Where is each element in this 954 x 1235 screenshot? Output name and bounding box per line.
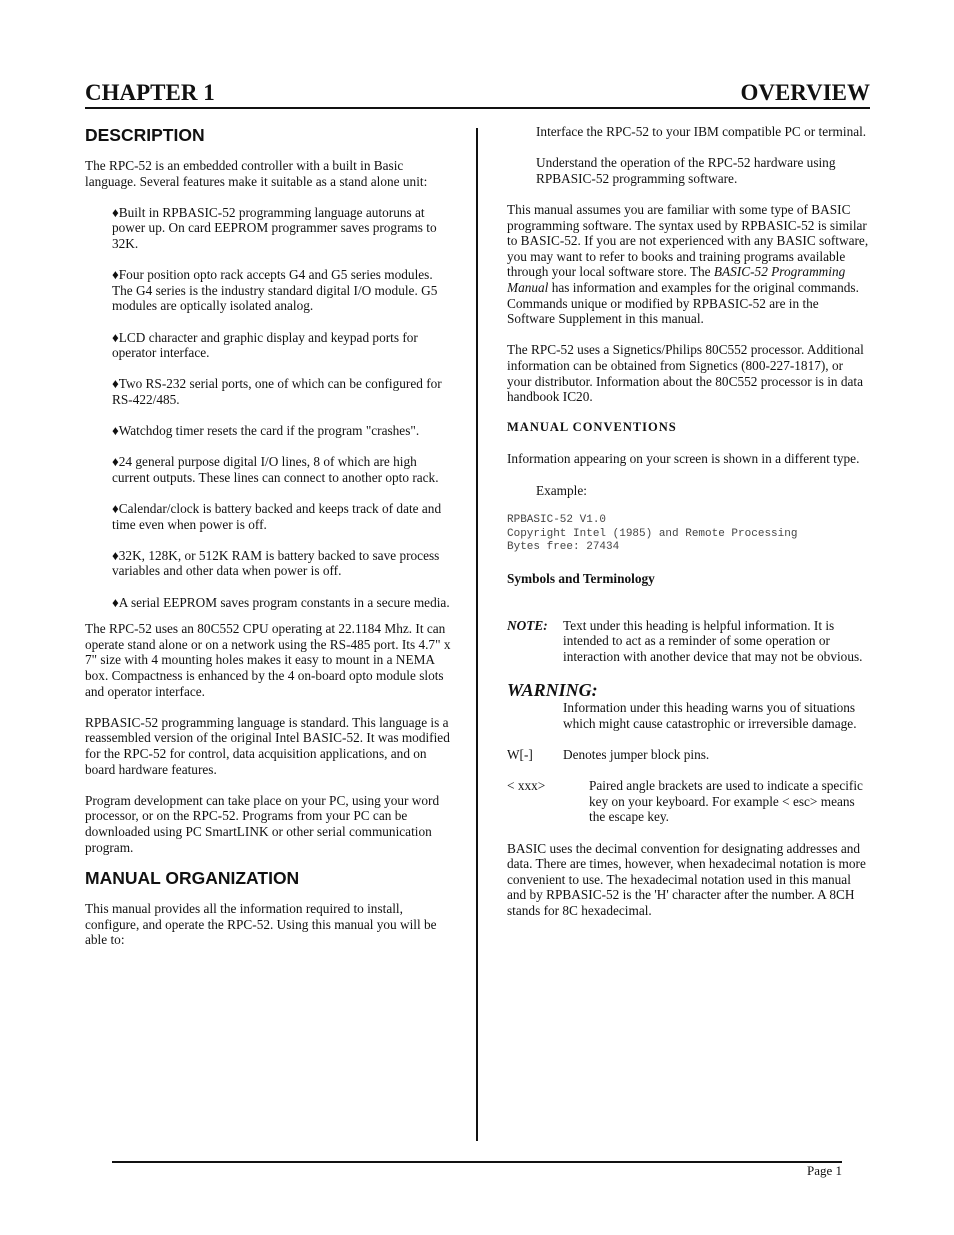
organization-paragraph: This manual provides all the information required to install, configure, and operate the RPC-52. Using this manual you will be able to: — [85, 901, 437, 948]
feature-bullet: ♦Four position opto rack accepts G4 and G5 series modules. The G4 series is the industry standard digital I/O module. G5 modules are optically isolated analog. — [112, 267, 438, 314]
jumper-text: Denotes jumper block pins. — [563, 746, 710, 762]
screen-line: RPBASIC-52 V1.0 — [507, 513, 607, 526]
assumption-paragraph: This manual assumes you are familiar with some type of BASIC programming software. The syntax used by RPBASIC-52 is similar to BASIC-52. If you are not experienced with any BASIC software, you may want to refer to books and training programs available through your local software store. The BASIC-52 Programming Manual has information and examples for the original commands. Commands unique or modified by RPBASIC-52 are in the Software Supplement in this manual. — [507, 201, 869, 327]
conventions-heading: MANUAL CONVENTIONS — [507, 420, 677, 435]
key-text: Paired angle brackets are used to indicate a specific key on your keyboard. For example < esc> means the escape key. — [589, 778, 863, 825]
hex-paragraph: BASIC uses the decimal convention for designating addresses and data. There are times, however, when hexadecimal notation is more convenient to use. The hexadecimal notation used in this manual and by RPBASIC-52 is the 'H' character after the number. A 8CH stands for 8C hexadecimal. — [507, 840, 866, 918]
screen-example — [507, 514, 870, 555]
screen-line: Bytes free: 27434 — [507, 541, 620, 554]
cpu-paragraph: The RPC-52 uses an 80C552 CPU operating at 22.1184 Mhz. It can operate stand alone or on a network using the RS-485 port. Its 4.7" x 7" size with 4 mounting holes makes it easy to mount in a NEMA box. Compactness is enhanced by the 4 on-board opto module slots and operator interface. — [85, 621, 451, 699]
note-label: NOTE: — [507, 617, 548, 633]
key-row — [507, 778, 870, 825]
feature-bullet: ♦32K, 128K, or 512K RAM is battery backed to save process variables and other data when power is off. — [112, 547, 440, 579]
jumper-label: W[-] — [507, 746, 533, 762]
chapter-title: OVERVIEW — [740, 80, 870, 105]
processor-paragraph: The RPC-52 uses a Signetics/Philips 80C552 processor. Additional information can be obtained from Signetics (800-227-1817), or your distributor. Information about the 80C552 processor is in data handbook IC20. — [507, 342, 864, 405]
jumper-row — [507, 747, 870, 763]
example-label: Example: — [536, 482, 587, 498]
screen-line: Copyright Intel (1985) and Remote Processing — [507, 527, 798, 540]
feature-bullet: ♦Two RS-232 serial ports, one of which can be configured for RS-422/485. — [112, 376, 442, 407]
warning-text: Information under this heading warns you of situations which might cause catastrophic or irreversible damage. — [563, 700, 857, 731]
chapter-label: CHAPTER 1 — [85, 80, 215, 105]
page-number: Page 1 — [806, 1163, 842, 1178]
ability-item: Understand the operation of the RPC-52 hardware using RPBASIC-52 programming software. — [536, 155, 836, 186]
feature-bullet: ♦A serial EEPROM saves program constants in a secure media. — [112, 594, 450, 610]
ability-item: Interface the RPC-52 to your IBM compatible PC or terminal. — [536, 124, 867, 139]
footer-rule — [112, 1161, 842, 1163]
key-label: < xxx> — [507, 778, 546, 794]
feature-bullet: ♦Built in RPBASIC-52 programming language autoruns at power up. On card EEPROM programmer saves programs to 32K. — [112, 204, 437, 251]
manual-title: BASIC-52 Programming Manual — [507, 264, 846, 295]
feature-bullet: ♦LCD character and graphic display and keypad ports for operator interface. — [112, 329, 418, 361]
intro-paragraph: The RPC-52 is an embedded controller with a built in Basic language. Several features make it suitable as a stand alone unit: — [85, 158, 428, 189]
description-heading: DESCRIPTION — [85, 125, 205, 145]
column-divider — [476, 128, 478, 1141]
feature-bullet: ♦Watchdog timer resets the card if the program "crashes". — [112, 423, 420, 439]
feature-bullet: ♦Calendar/clock is battery backed and keeps track of date and time even when power is off. — [112, 501, 442, 532]
screen-info-paragraph: Information appearing on your screen is shown in a different type. — [507, 451, 860, 467]
symbols-heading: Symbols and Terminology — [507, 571, 655, 587]
rpbasic-paragraph: RPBASIC-52 programming language is standard. This language is a reassembled version of the original Intel BASIC-52. It was modified for the RPC-52 for control, data acquisition applications, and on board hardware features. — [85, 714, 450, 777]
warning-label: WARNING: — [507, 680, 598, 701]
header-rule — [85, 107, 870, 109]
note-row — [507, 618, 870, 665]
right-column — [507, 124, 870, 934]
note-text: Text under this heading is helpful information. It is intended to act as a reminder of some operation or interaction with another device that may not be obvious. — [563, 617, 863, 665]
feature-bullet: ♦24 general purpose digital I/O lines, 8 of which are high current outputs. These lines can connect to another opto rack. — [112, 454, 439, 485]
left-column — [85, 124, 455, 964]
organization-heading: MANUAL ORGANIZATION — [85, 868, 300, 889]
development-paragraph: Program development can take place on your PC, using your word processor, or on the RPC-52. Programs from your PC can be downloaded using PC SmartLINK or other serial communication program. — [85, 792, 440, 855]
